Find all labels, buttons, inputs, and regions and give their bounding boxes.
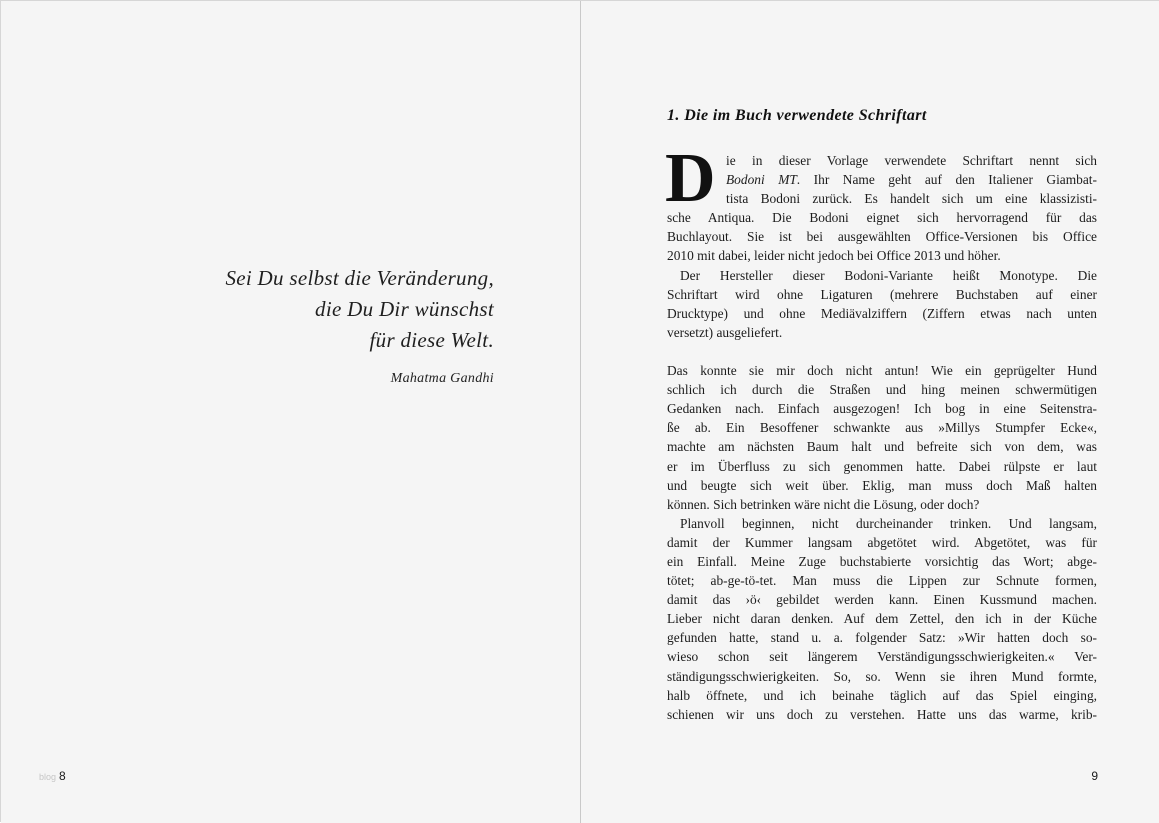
paragraph-4 xyxy=(667,514,1097,724)
text-line: wieso schon seit längerem Verständigungsschwierigkeiten.« Ver- xyxy=(667,649,1097,665)
quote-line: die Du Dir wünschst xyxy=(315,297,494,321)
text-line: gefunden hatte, stand u. a. folgender Satz: »Wir hatten doch so- xyxy=(667,630,1097,646)
text-line: tista Bodoni zurück. Es handelt sich um eine klassizisti- xyxy=(726,191,1097,207)
text-line: ße ab. Ein Besoffener schwankte aus »Millys Stumpfer Ecke«, xyxy=(667,420,1097,436)
text-line: halb öffnete, und ich beinahe täglich auf das Spiel einging, xyxy=(667,687,1097,703)
text-line: ständigungsschwierigkeiten. So, so. Wenn sie ihren Mund formte, xyxy=(667,668,1097,684)
text-line: ie in dieser Vorlage verwendete Schriftart nennt sich xyxy=(726,153,1097,168)
text-line: Schriftart wird ohne Ligaturen (mehrere Buchstaben auf einer xyxy=(667,286,1097,302)
text-line: Lieber nicht daran denken. Auf dem Zettel, den ich in der Küche xyxy=(667,611,1097,627)
paragraph-3 xyxy=(667,361,1097,514)
left-page xyxy=(1,1,580,823)
chapter-title: 1. Die im Buch verwendete Schriftart xyxy=(667,107,927,124)
quote-line: Sei Du selbst die Veränderung, xyxy=(225,266,494,290)
text-line: schienen wir uns doch zu verstehen. Hatte uns das warme, krib- xyxy=(667,706,1097,722)
drop-cap: D xyxy=(665,140,716,217)
text-line: sche Antiqua. Die Bodoni eignet sich hervorragend für das xyxy=(667,210,1097,226)
right-page-number: 9 xyxy=(1091,769,1098,783)
text-line: schlich ich durch die Straßen und hing meinen schwermütigen xyxy=(667,382,1097,398)
text-line: Bodoni MT. Ihr Name geht auf den Italiener Giambat- xyxy=(726,172,1097,188)
text-line: machte am nächsten Baum halt und befreite sich von dem, was xyxy=(667,439,1097,455)
quote-line: für diese Welt. xyxy=(369,328,494,352)
text-line: tötet; ab-ge-tö-tet. Man muss die Lippen zur Schnute formen, xyxy=(667,573,1097,589)
text-line: Gedanken nach. Einfach ausgezogen! Ich bog in eine Seitenstra- xyxy=(667,401,1097,417)
text-line: Der Hersteller dieser Bodoni-Variante heißt Monotype. Die xyxy=(680,267,1097,283)
left-folio xyxy=(39,769,66,783)
text-line: damit das ›ö‹ gebildet werden kann. Einen Kussmund machen. xyxy=(667,592,1097,608)
text-line: und beugte sich weit über. Eklig, man muss doch Maß halten xyxy=(667,477,1097,493)
text-line: können. Sich betrinken wäre nicht die Lösung, oder doch? xyxy=(667,496,980,512)
text-line: versetzt) ausgeliefert. xyxy=(667,324,783,340)
paragraph-2 xyxy=(667,266,1097,342)
text-line: er im Überfluss zu sich genommen hatte. Dabei rülpste er laut xyxy=(667,458,1097,474)
text-line: Buchlayout. Sie ist bei ausgewählten Office-Versionen bis Office xyxy=(667,229,1097,245)
body-text-block xyxy=(667,105,1097,724)
text-line: damit der Kummer langsam abgetötet wird. Abgetötet, was für xyxy=(667,534,1097,550)
text-line: Das konnte sie mir doch nicht antun! Wie ein geprügelter Hund xyxy=(667,363,1097,379)
text-line: ein Einfall. Meine Zuge buchstabierte vorsichtig das Wort; abge- xyxy=(667,553,1097,569)
text-line: Planvoll beginnen, nicht durcheinander trinken. Und langsam, xyxy=(680,515,1097,531)
quote-author: Mahatma Gandhi xyxy=(390,371,494,386)
right-page xyxy=(581,1,1159,823)
left-page-number: 8 xyxy=(59,769,66,783)
text-line: 2010 mit dabei, leider nicht jedoch bei Office 2013 und höher. xyxy=(667,248,1001,264)
text-line: Drucktype) und ohne Mediävalziffern (Ziffern etwas nach unten xyxy=(667,305,1097,321)
paragraph-1 xyxy=(665,140,1097,266)
folio-tag: blog xyxy=(39,772,57,782)
epigraph-quote xyxy=(225,263,494,356)
paragraph-spacer xyxy=(667,342,1097,361)
